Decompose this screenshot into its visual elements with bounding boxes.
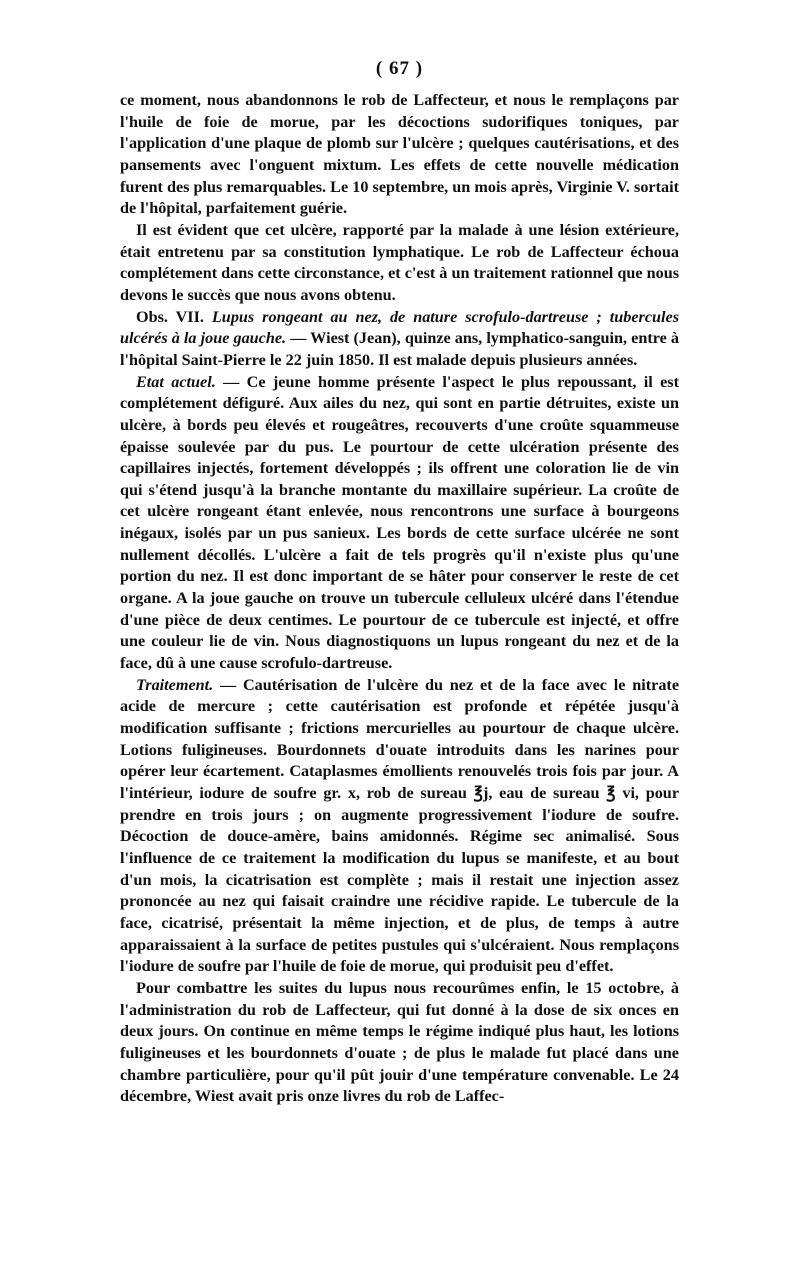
observation-text: — Wiest (Jean), quinze ans, lymphatico-sanguin, entre à l'hôpital Saint-Pierre le 22 juin 1850. Il est malade depuis plusieurs années. [120, 329, 680, 369]
paragraph-final [120, 978, 679, 1108]
observation-heading-paragraph [120, 307, 679, 372]
page-number: ( 67 ) [375, 58, 424, 79]
traitement-heading: Traitement. [136, 675, 214, 694]
paragraph-final-text: Pour combattre les suites du lupus nous recourûmes enfin, le 15 octobre, à l'administration du rob de Laffecteur, qui fut donné à la dose de six onces en deux jours. On continue en même temps le régime indiqué plus haut, les lotions fuligineuses et les bourdonnets d'ouate ; de plus le malade fut placé dans une chambre particulière, pour qu'il pût jouir d'une température convenable. Le 24 décembre, Wiest avait pris onze livres du rob de Laffec- [120, 978, 679, 1106]
etat-actuel-text: — Ce jeune homme présente l'aspect le plus repoussant, il est complétement défiguré. Aux ailes du nez, qui sont en partie détruites, existe un ulcère, à bords peu élevés et rougeâtres, recouverts d'une croûte squammeuse épaisse soulevée par du pus. Le pourtour de cette ulcération présente des capillaires injectés, fortement développés ; ils offrent une coloration lie de vin qui s'étend jusqu'à la branche montante du maxillaire supérieur. La croûte de cet ulcère rongeant étant enlevée, nous rencontrons une surface à bourgeons inégaux, isolés par un pus sanieux. Les bords de cette surface ulcérée ne sont nullement décollés. L'ulcère a fait de tels progrès qu'il n'existe plus qu'une portion du nez. Il est donc important de se hâter pour conserver le reste de cet organe. A la joue gauche on trouve un tubercule celluleux ulcéré dans l'étendue d'une pièce de deux centimes. Le pourtour de ce tubercule est injecté, et offre une couleur lie de vin. Nous diagnostiquons un lupus rongeant du nez et de la face, dû à une cause scrofulo-dartreuse. [120, 372, 679, 673]
paragraph-1 [120, 90, 679, 220]
paragraph-2-text: Il est évident que cet ulcère, rapporté par la malade à une lésion extérieure, était entretenu par sa constitution lymphatique. Le rob de Laffecteur échoua complétement dans cette circonstance, et c'est à un traitement rationnel que nous devons le succès que nous avons obtenu. [120, 220, 679, 304]
etat-actuel-heading: Etat actuel. [136, 372, 216, 391]
observation-number: Obs. VII. [136, 307, 204, 326]
observation-title: Lupus rongeant au nez, de nature scrofulo-dartreuse ; tubercules ulcérés à la joue gauche. [120, 307, 680, 348]
paragraph-1-text: ce moment, nous abandonnons le rob de Laffecteur, et nous le remplaçons par l'huile de foie de morue, par les décoctions sudorifiques toniques, par l'application d'une plaque de plomb sur l'ulcère ; quelques cautérisations, et des pansements avec l'onguent mixtum. Les effets de cette nouvelle médication furent des plus remarquables. Le 10 septembre, un mois après, Virginie V. sortait de l'hôpital, parfaitement guérie. [120, 91, 679, 218]
traitement-paragraph [120, 675, 679, 978]
document-page [120, 58, 679, 1108]
traitement-text: — Cautérisation de l'ulcère du nez et de la face avec le nitrate acide de mercure ; cette cautérisation est profonde et répétée jusqu'à modification suffisante ; frictions mercurielles au pourtour de chaque ulcère. Lotions fuligineuses. Bourdonnets d'ouate introduits dans les narines pour opérer leur écartement. Cataplasmes émollients renouvelés trois fois par jour. A l'intérieur, iodure de soufre gr. x, rob de sureau ℥j, eau de sureau ℥ vi, pour prendre en trois jours ; on augmente progressivement l'iodure de soufre. Décoction de douce-amère, bains amidonnés. Régime sec animalisé. Sous l'influence de ce traitement la modification du lupus se manifeste, et au bout d'un mois, la cicatrisation est complète ; mais il restait une injection assez prononcée au nez qui faisait craindre une récidive rapide. Le tubercule de la face, cicatrisé, présentait la même injection, et de plus, de temps à autre apparaissaient à la surface de petites pustules qui s'ulcéraient. Nous remplaçons l'iodure de soufre par l'huile de foie de morue, qui produisit peu d'effet. [120, 675, 679, 976]
paragraph-2 [120, 220, 679, 307]
etat-actuel-paragraph [120, 372, 679, 675]
